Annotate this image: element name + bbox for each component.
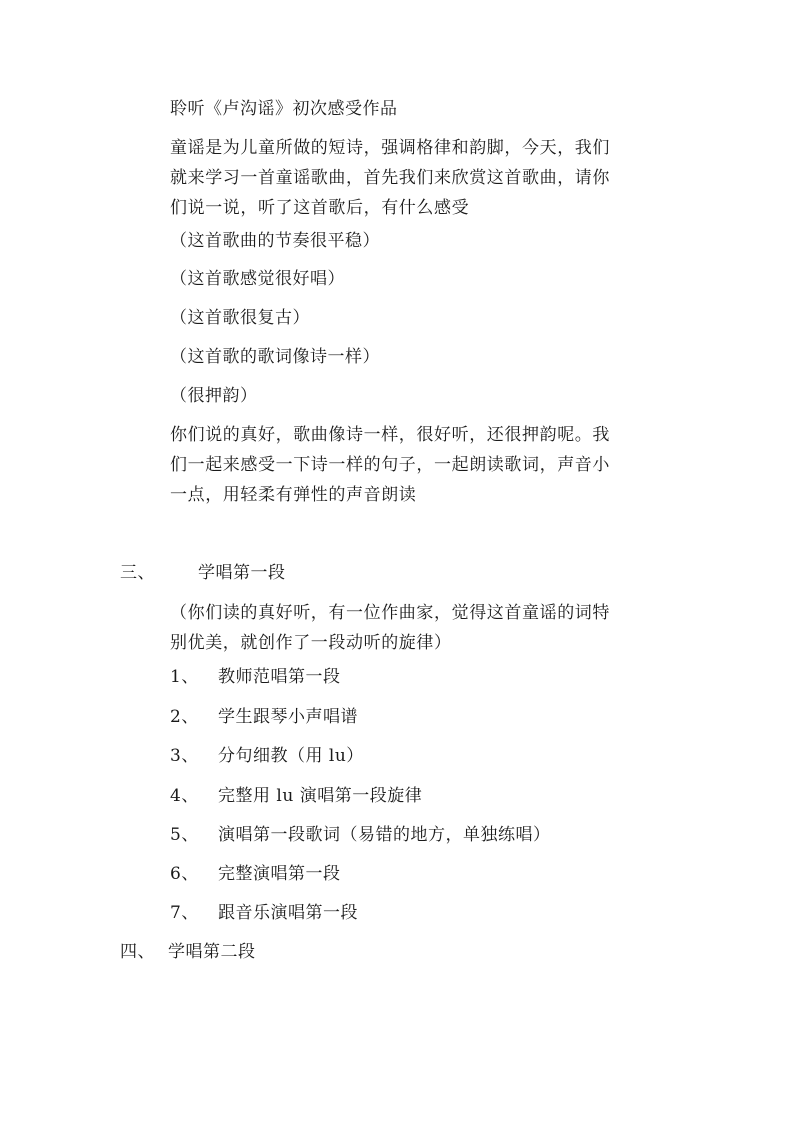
step-number: 6、 <box>170 864 199 884</box>
step-text: 演唱第一段歌词（易错的地方，单独练唱） <box>218 825 551 845</box>
answer-item: （这首歌感觉很好唱） <box>170 269 345 289</box>
step-item <box>170 745 364 767</box>
step-number: 3、 <box>170 746 199 766</box>
answer-item: （这首歌的歌词像诗一样） <box>170 347 380 367</box>
step-text: 分句细教（用 lu） <box>218 746 364 766</box>
summary-line: 一点，用轻柔有弹性的声音朗读 <box>170 485 417 505</box>
step-text: 教师范唱第一段 <box>218 667 341 687</box>
step-text: 学生跟琴小声唱谱 <box>218 707 358 727</box>
answer-item: （很押韵） <box>170 386 258 406</box>
step-number: 2、 <box>170 707 199 727</box>
section-heading: 聆听《卢沟谣》初次感受作品 <box>170 99 398 119</box>
intro-line: 童谣是为儿童所做的短诗，强调格律和韵脚，今天，我们 <box>170 138 610 158</box>
step-number: 7、 <box>170 903 199 923</box>
summary-line: 你们说的真好，歌曲像诗一样，很好听，还很押韵呢。我 <box>170 425 610 445</box>
section-4-number: 四、 <box>120 942 155 962</box>
section-4-title: 学唱第二段 <box>168 942 256 962</box>
answer-item: （这首歌曲的节奏很平稳） <box>170 231 380 251</box>
section-3-heading <box>120 562 286 584</box>
step-text: 完整演唱第一段 <box>218 864 341 884</box>
step-number: 4、 <box>170 786 199 806</box>
answer-item: （这首歌很复古） <box>170 308 310 328</box>
step-text: 跟音乐演唱第一段 <box>218 903 358 923</box>
note-line: 别优美，就创作了一段动听的旋律） <box>170 633 452 653</box>
section-3-number: 三、 <box>120 563 155 583</box>
section-3-note <box>170 598 675 658</box>
step-text: 完整用 lu 演唱第一段旋律 <box>218 786 423 806</box>
summary-line: 们一起来感受一下诗一样的句子，一起朗读歌词，声音小 <box>170 455 610 475</box>
note-line: （你们读的真好听，有一位作曲家，觉得这首童谣的词特 <box>170 603 610 623</box>
step-item <box>170 902 358 924</box>
step-item <box>170 785 422 807</box>
section-3-title: 学唱第一段 <box>198 563 286 583</box>
step-item <box>170 666 341 688</box>
step-item <box>170 824 551 846</box>
step-number: 5、 <box>170 825 199 845</box>
step-item <box>170 706 358 728</box>
intro-line: 就来学习一首童谣歌曲，首先我们来欣赏这首歌曲，请你 <box>170 168 610 188</box>
intro-line: 们说一说，听了这首歌后，有什么感受 <box>170 198 470 218</box>
step-item <box>170 863 341 885</box>
section-4-heading <box>120 941 256 963</box>
step-number: 1、 <box>170 667 199 687</box>
intro-paragraph <box>170 133 675 223</box>
summary-paragraph <box>170 420 675 510</box>
